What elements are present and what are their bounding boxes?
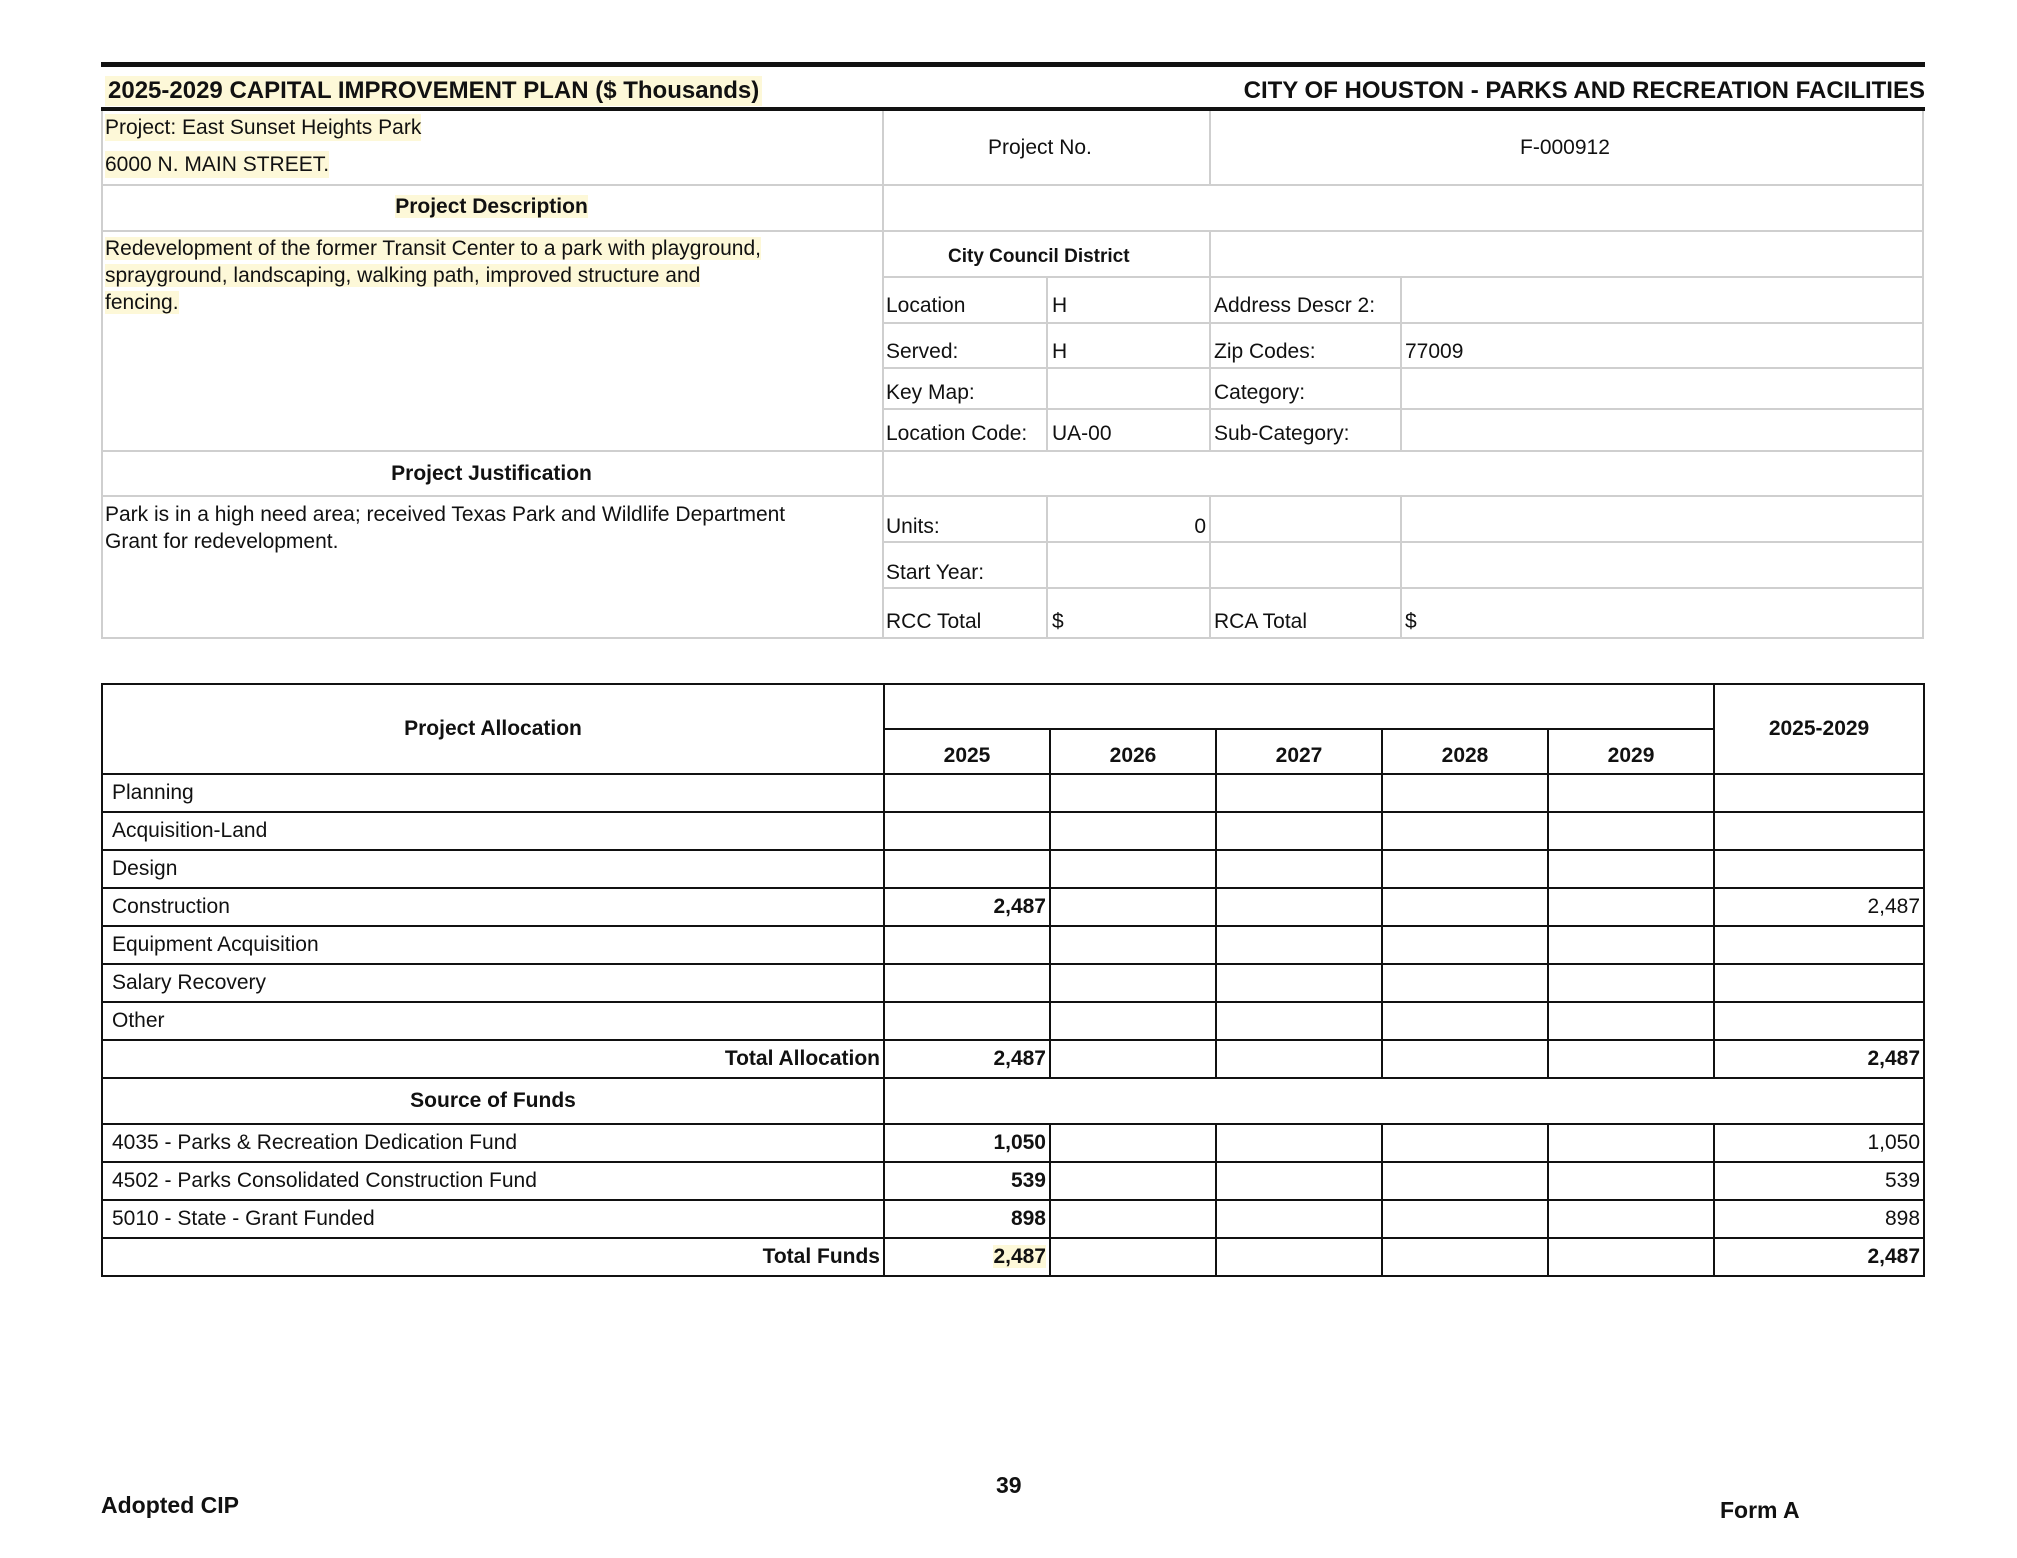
years-group-header xyxy=(884,684,1714,729)
total-funds-all: 2,487 xyxy=(1714,1238,1924,1276)
value-2027 xyxy=(1216,774,1382,812)
value-2027 xyxy=(1216,1040,1382,1078)
allocation-row-design xyxy=(102,850,1924,888)
rcc-total-value: $ xyxy=(1052,610,1064,633)
value-2027 xyxy=(1216,926,1382,964)
allocation-label: Planning xyxy=(102,774,884,812)
grid-line xyxy=(101,184,1924,186)
value-2028 xyxy=(1382,1040,1548,1078)
value-2026 xyxy=(1050,1238,1216,1276)
total-allocation-all: 2,487 xyxy=(1714,1040,1924,1078)
project-description-heading-text: Project Description xyxy=(395,195,588,218)
project-address: 6000 N. MAIN STREET. xyxy=(105,153,330,176)
project-description-heading xyxy=(101,193,882,220)
source-label: 5010 - State - Grant Funded xyxy=(102,1200,884,1238)
year-2028-heading: 2028 xyxy=(1382,729,1548,774)
grid-line xyxy=(1400,496,1402,639)
project-justification-heading: Project Justification xyxy=(391,462,592,485)
grid-line xyxy=(882,111,884,639)
value-2026 xyxy=(1050,812,1216,850)
value-2025 xyxy=(884,850,1050,888)
source-label: 4035 - Parks & Recreation Dedication Fund xyxy=(102,1124,884,1162)
units-value: 0 xyxy=(1194,515,1206,538)
total-funds-row xyxy=(102,1238,1924,1276)
value-total xyxy=(1714,1002,1924,1040)
source-of-funds-spacer xyxy=(884,1078,1924,1124)
value-2025: 2,487 xyxy=(884,888,1050,926)
value-total xyxy=(1714,812,1924,850)
allocation-label: Salary Recovery xyxy=(102,964,884,1002)
grid-line xyxy=(882,587,1924,589)
project-description xyxy=(105,235,765,316)
top-rule xyxy=(101,62,1925,67)
project-description-text: Redevelopment of the former Transit Center to a park with playground, sprayground, landscaping, walking path, improved structure and fencing. xyxy=(105,237,762,314)
year-2026-heading: 2026 xyxy=(1050,729,1216,774)
location-code-value: UA-00 xyxy=(1052,422,1112,445)
value-2026 xyxy=(1050,850,1216,888)
source-2025: 539 xyxy=(884,1162,1050,1200)
value-2026 xyxy=(1050,1002,1216,1040)
grid-line xyxy=(1209,111,1211,184)
allocation-row-other xyxy=(102,1002,1924,1040)
value-2029 xyxy=(1548,1002,1714,1040)
category-label: Category: xyxy=(1214,381,1306,404)
grid-line xyxy=(1400,276,1402,450)
project-justification: Park is in a high need area; received Texas Park and Wildlife Department Grant for redevelopment. xyxy=(105,503,786,553)
allocation-row-salary-recovery xyxy=(102,964,1924,1002)
allocation-row-acquisition-land xyxy=(102,812,1924,850)
grid-line xyxy=(882,322,1924,324)
grid-line xyxy=(101,230,1924,232)
grid-line xyxy=(1209,231,1211,450)
value-2025 xyxy=(884,926,1050,964)
value-2027 xyxy=(1216,1238,1382,1276)
served-value: H xyxy=(1052,340,1068,363)
value-2029 xyxy=(1548,850,1714,888)
project-name: Project: East Sunset Heights Park xyxy=(105,116,422,139)
project-allocation-heading: Project Allocation xyxy=(102,684,884,774)
allocation-table xyxy=(101,683,1925,1277)
value-2028 xyxy=(1382,1162,1548,1200)
grid-line xyxy=(882,367,1924,369)
grid-line xyxy=(101,637,1924,639)
allocation-label: Acquisition-Land xyxy=(102,812,884,850)
value-2025 xyxy=(884,1002,1050,1040)
value-2028 xyxy=(1382,964,1548,1002)
allocation-label: Construction xyxy=(102,888,884,926)
header-rule xyxy=(101,107,1925,111)
period-total-heading: 2025-2029 xyxy=(1714,684,1924,774)
total-funds-2025 xyxy=(884,1238,1050,1276)
footer-adopted-cip: Adopted CIP xyxy=(101,1492,239,1518)
value-2026 xyxy=(1050,1124,1216,1162)
key-map-label: Key Map: xyxy=(886,381,975,404)
project-number-label: Project No. xyxy=(988,136,1092,159)
value-2026 xyxy=(1050,926,1216,964)
grid-line xyxy=(1209,496,1211,639)
allocation-label: Equipment Acquisition xyxy=(102,926,884,964)
source-of-funds-row xyxy=(102,1078,1924,1124)
year-2025-heading: 2025 xyxy=(884,729,1050,774)
address-descr-label: Address Descr 2: xyxy=(1214,294,1376,317)
source-2025: 898 xyxy=(884,1200,1050,1238)
value-2029 xyxy=(1548,1238,1714,1276)
zip-codes-label: Zip Codes: xyxy=(1214,340,1316,363)
start-year-label: Start Year: xyxy=(886,561,985,584)
allocation-header-row xyxy=(102,684,1924,729)
units-label: Units: xyxy=(886,515,940,538)
served-label: Served: xyxy=(886,340,959,363)
value-2027 xyxy=(1216,1002,1382,1040)
allocation-label: Other xyxy=(102,1002,884,1040)
page-number: 39 xyxy=(996,1472,1022,1498)
value-2026 xyxy=(1050,888,1216,926)
value-2025 xyxy=(884,964,1050,1002)
value-2025 xyxy=(884,812,1050,850)
grid-line xyxy=(101,111,103,639)
value-2029 xyxy=(1548,1124,1714,1162)
city-council-district-heading: City Council District xyxy=(948,246,1130,267)
grid-line xyxy=(1922,111,1924,639)
value-total xyxy=(1714,850,1924,888)
value-2027 xyxy=(1216,1124,1382,1162)
value-2025 xyxy=(884,774,1050,812)
value-2029 xyxy=(1548,1200,1714,1238)
value-2027 xyxy=(1216,1200,1382,1238)
source-total: 539 xyxy=(1714,1162,1924,1200)
sub-category-label: Sub-Category: xyxy=(1214,422,1350,445)
value-2029 xyxy=(1548,812,1714,850)
value-total xyxy=(1714,926,1924,964)
rcc-total-label: RCC Total xyxy=(886,610,982,633)
year-2027-heading: 2027 xyxy=(1216,729,1382,774)
value-2027 xyxy=(1216,1162,1382,1200)
value-2029 xyxy=(1548,1162,1714,1200)
total-funds-2025-text: 2,487 xyxy=(993,1245,1046,1268)
value-2027 xyxy=(1216,964,1382,1002)
value-2028 xyxy=(1382,1002,1548,1040)
value-total xyxy=(1714,774,1924,812)
source-of-funds-heading: Source of Funds xyxy=(102,1078,884,1124)
department-title: CITY OF HOUSTON - PARKS AND RECREATION FACILITIES xyxy=(1243,77,1925,104)
value-2028 xyxy=(1382,812,1548,850)
value-2026 xyxy=(1050,1200,1216,1238)
total-allocation-2025: 2,487 xyxy=(884,1040,1050,1078)
value-2027 xyxy=(1216,888,1382,926)
value-total xyxy=(1714,964,1924,1002)
plan-title: 2025-2029 CAPITAL IMPROVEMENT PLAN ($ Thousands) xyxy=(105,76,762,106)
grid-line xyxy=(882,541,1924,543)
value-2026 xyxy=(1050,964,1216,1002)
location-label: Location xyxy=(886,294,966,317)
grid-line xyxy=(1046,276,1048,450)
footer-form-label: Form A xyxy=(1720,1497,1800,1523)
allocation-row-equipment-acquisition xyxy=(102,926,1924,964)
source-total: 1,050 xyxy=(1714,1124,1924,1162)
location-value: H xyxy=(1052,294,1068,317)
grid-line xyxy=(101,495,1924,497)
value-2027 xyxy=(1216,812,1382,850)
year-2029-heading: 2029 xyxy=(1548,729,1714,774)
rca-total-value: $ xyxy=(1405,610,1417,633)
allocation-label: Design xyxy=(102,850,884,888)
value-2028 xyxy=(1382,1124,1548,1162)
source-label: 4502 - Parks Consolidated Construction Fund xyxy=(102,1162,884,1200)
value-2029 xyxy=(1548,964,1714,1002)
value-2027 xyxy=(1216,850,1382,888)
total-funds-label: Total Funds xyxy=(102,1238,884,1276)
value-2028 xyxy=(1382,926,1548,964)
source-row xyxy=(102,1162,1924,1200)
location-code-label: Location Code: xyxy=(886,422,1028,445)
allocation-row-planning xyxy=(102,774,1924,812)
source-row xyxy=(102,1200,1924,1238)
rca-total-label: RCA Total xyxy=(1214,610,1307,633)
value-2029 xyxy=(1548,926,1714,964)
value-2028 xyxy=(1382,888,1548,926)
value-2029 xyxy=(1548,888,1714,926)
value-2026 xyxy=(1050,1162,1216,1200)
value-2028 xyxy=(1382,850,1548,888)
value-2028 xyxy=(1382,774,1548,812)
value-2028 xyxy=(1382,1238,1548,1276)
project-number-value: F-000912 xyxy=(1520,136,1610,159)
grid-line xyxy=(882,276,1924,278)
total-allocation-label: Total Allocation xyxy=(102,1040,884,1078)
grid-line xyxy=(101,450,1924,452)
source-row xyxy=(102,1124,1924,1162)
total-allocation-row xyxy=(102,1040,1924,1078)
grid-line xyxy=(882,408,1924,410)
value-2028 xyxy=(1382,1200,1548,1238)
value-total: 2,487 xyxy=(1714,888,1924,926)
allocation-row-construction xyxy=(102,888,1924,926)
value-2026 xyxy=(1050,1040,1216,1078)
value-2026 xyxy=(1050,774,1216,812)
source-total: 898 xyxy=(1714,1200,1924,1238)
source-2025: 1,050 xyxy=(884,1124,1050,1162)
zip-codes-value: 77009 xyxy=(1405,340,1464,363)
value-2029 xyxy=(1548,1040,1714,1078)
value-2029 xyxy=(1548,774,1714,812)
